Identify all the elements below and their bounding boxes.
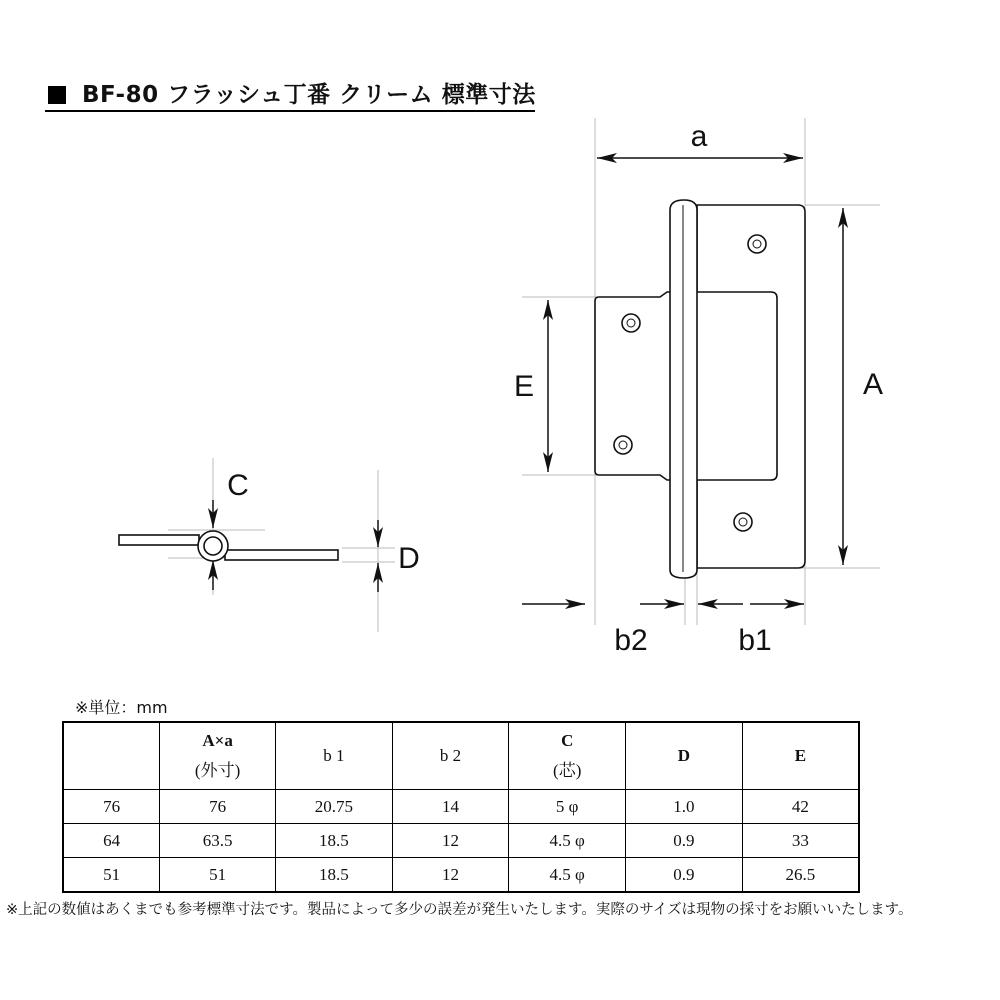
header-b1: b 1 bbox=[275, 722, 392, 790]
table-header-row bbox=[63, 722, 859, 790]
cell: 63.5 bbox=[160, 824, 276, 858]
spec-table bbox=[62, 721, 860, 893]
cell: 76 bbox=[160, 790, 276, 824]
table-row bbox=[63, 824, 859, 858]
cell: 26.5 bbox=[742, 858, 859, 893]
cell: 14 bbox=[392, 790, 509, 824]
label-E: E bbox=[513, 370, 535, 403]
cell: 18.5 bbox=[275, 824, 392, 858]
footnote: ※上記の数値はあくまでも参考標準寸法です。製品によって多少の誤差が発生いたします。実際のサイズは現物の採寸をお願いいたします。 bbox=[6, 902, 913, 918]
cell: 64 bbox=[63, 824, 160, 858]
side-leaf-bottom bbox=[225, 550, 338, 560]
cell: 51 bbox=[160, 858, 276, 893]
cell: 42 bbox=[742, 790, 859, 824]
unit-note: ※単位：mm bbox=[75, 698, 168, 717]
cell: 33 bbox=[742, 824, 859, 858]
title-text: BF-80 フラッシュ丁番 クリーム 標準寸法 bbox=[82, 82, 536, 108]
cell: 51 bbox=[63, 858, 160, 893]
table-row bbox=[63, 790, 859, 824]
label-A: A bbox=[862, 368, 884, 401]
hinge-side-view bbox=[119, 531, 338, 561]
header-E: E bbox=[742, 722, 859, 790]
table-row bbox=[63, 858, 859, 893]
header-b2: b 2 bbox=[392, 722, 509, 790]
cell: 0.9 bbox=[626, 858, 743, 893]
cell: 12 bbox=[392, 824, 509, 858]
cell: 76 bbox=[63, 790, 160, 824]
leaf-recess bbox=[697, 292, 777, 480]
label-a: a bbox=[690, 120, 708, 153]
label-C: C bbox=[227, 469, 249, 502]
cell: 20.75 bbox=[275, 790, 392, 824]
side-knuckle-pin bbox=[204, 537, 222, 555]
cell: 5 φ bbox=[509, 790, 626, 824]
cell: 18.5 bbox=[275, 858, 392, 893]
header-C: C (芯) bbox=[509, 722, 626, 790]
header-Axa: A×a (外寸) bbox=[160, 722, 276, 790]
side-leaf-top bbox=[119, 535, 199, 545]
cell: 1.0 bbox=[626, 790, 743, 824]
cell: 4.5 φ bbox=[509, 824, 626, 858]
label-b2: b2 bbox=[614, 624, 648, 657]
header-D: D bbox=[626, 722, 743, 790]
hinge-front-view bbox=[595, 200, 805, 578]
cell: 0.9 bbox=[626, 824, 743, 858]
label-b1: b1 bbox=[738, 624, 772, 657]
header-blank bbox=[63, 722, 160, 790]
cell: 12 bbox=[392, 858, 509, 893]
cell: 4.5 φ bbox=[509, 858, 626, 893]
label-D: D bbox=[398, 542, 420, 575]
